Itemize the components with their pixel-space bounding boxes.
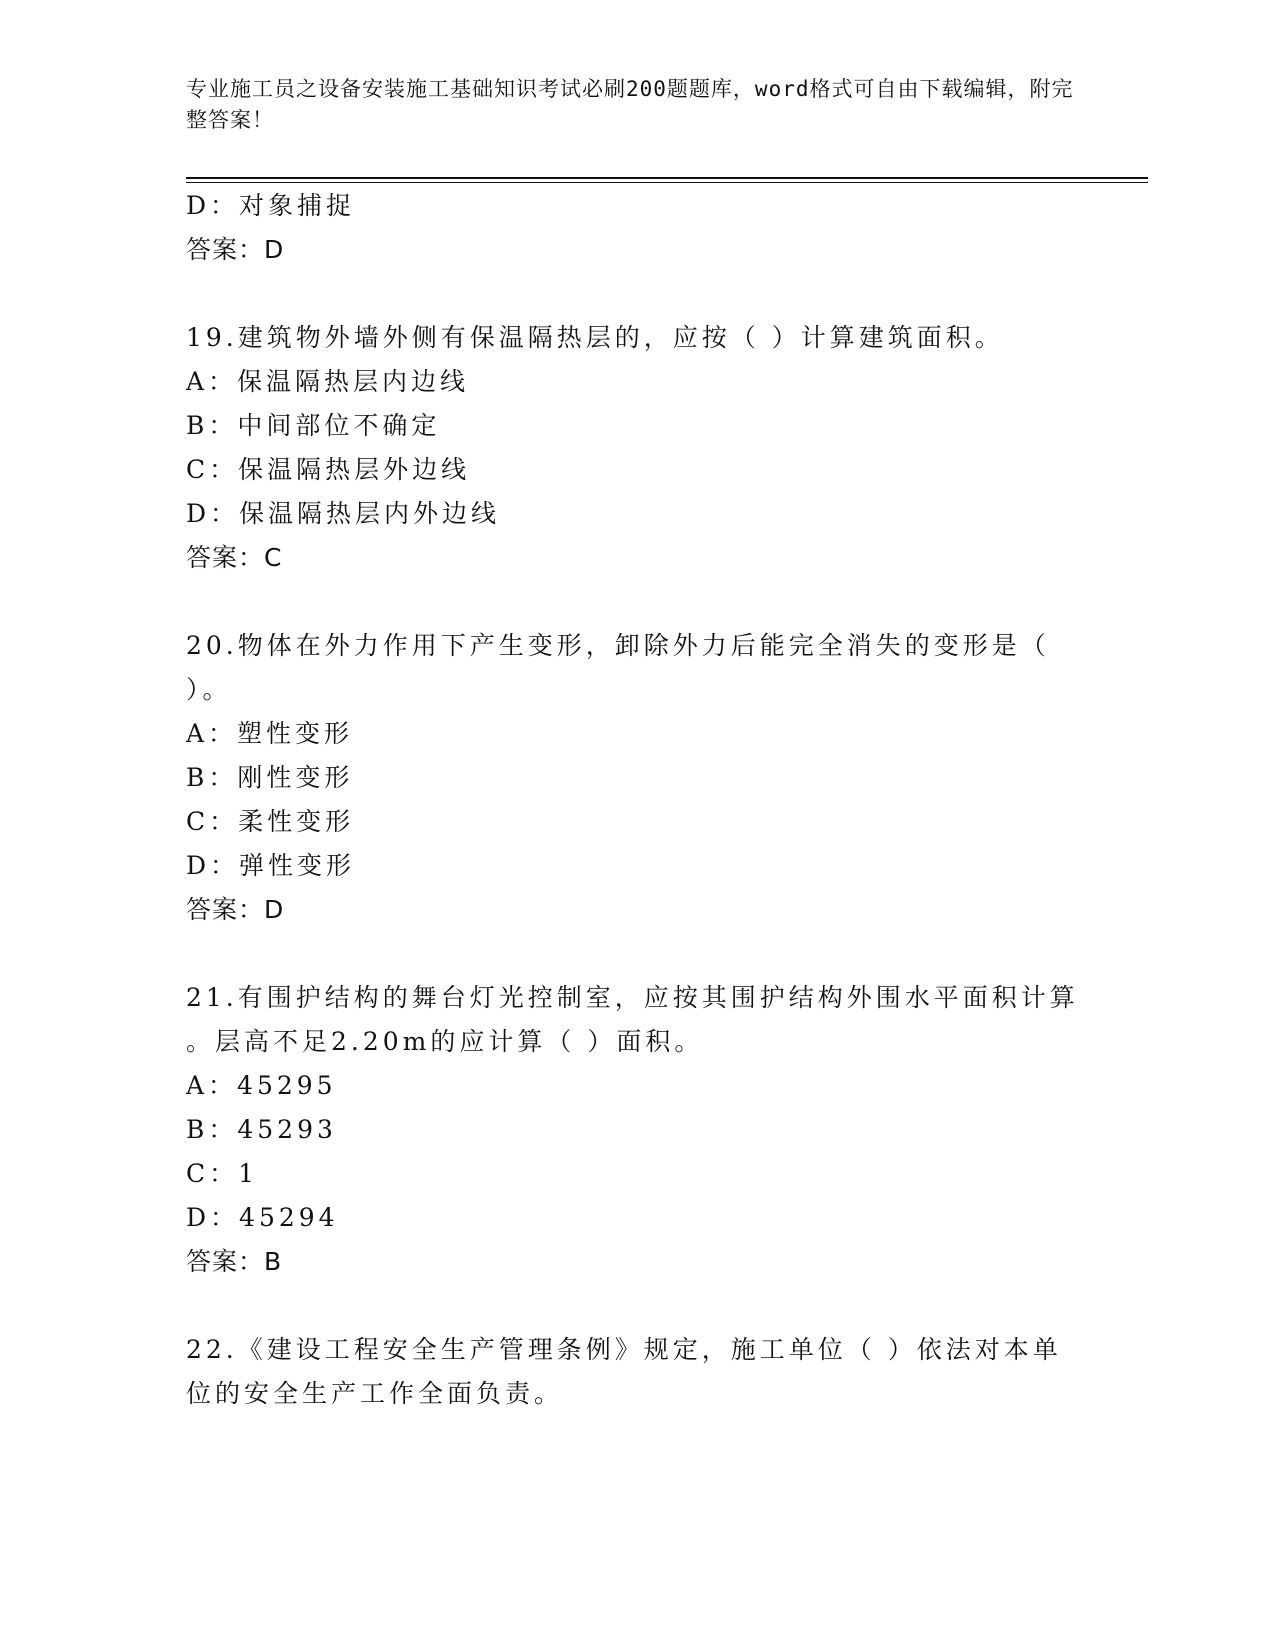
q19-option-d: D：保温隔热层内外边线 [186, 499, 501, 528]
q21-option-d: D：45294 [186, 1203, 339, 1232]
q20-stem-line1: 20.物体在外力作用下产生变形，卸除外力后能完全消失的变形是（ [186, 631, 1050, 660]
q21-option-a: A：45295 [186, 1071, 337, 1100]
q21-option-b: B：45293 [186, 1115, 337, 1144]
q19-answer: 答案：C [186, 543, 283, 572]
q21-answer: 答案：B [186, 1247, 283, 1276]
q18-option-d: D：对象捕捉 [186, 191, 356, 220]
q20-answer: 答案：D [186, 895, 285, 924]
q18-answer: 答案：D [186, 235, 285, 264]
header-rule-thick [186, 177, 1148, 179]
q20-option-d: D：弹性变形 [186, 851, 356, 880]
q20-option-c: C：柔性变形 [186, 807, 355, 836]
q21-option-c: C：1 [186, 1159, 259, 1188]
page-header: 专业施工员之设备安装施工基础知识考试必刷200题题库，word格式可自由下载编辑，附完整答案！ [186, 77, 1074, 132]
q21-stem-line1: 21.有围护结构的舞台灯光控制室，应按其围护结构外围水平面积计算 [186, 983, 1079, 1012]
q19-option-a: A：保温隔热层内边线 [186, 367, 470, 396]
q21-stem-line2: 。层高不足2.20m的应计算（ ）面积。 [186, 1027, 704, 1056]
q22-stem-line2: 位的安全生产工作全面负责。 [186, 1379, 564, 1408]
q19-option-b: B：中间部位不确定 [186, 411, 441, 440]
q20-stem-line2: ）。 [186, 675, 232, 704]
q19-stem: 19.建筑物外墙外侧有保温隔热层的，应按（ ）计算建筑面积。 [186, 323, 1004, 352]
q20-option-a: A：塑性变形 [186, 719, 354, 748]
header-rule-thin [186, 182, 1148, 183]
q20-option-b: B：刚性变形 [186, 763, 354, 792]
q19-option-c: C：保温隔热层外边线 [186, 455, 471, 484]
q22-stem-line1: 22.《建设工程安全生产管理条例》规定，施工单位（ ）依法对本单 [186, 1335, 1062, 1364]
